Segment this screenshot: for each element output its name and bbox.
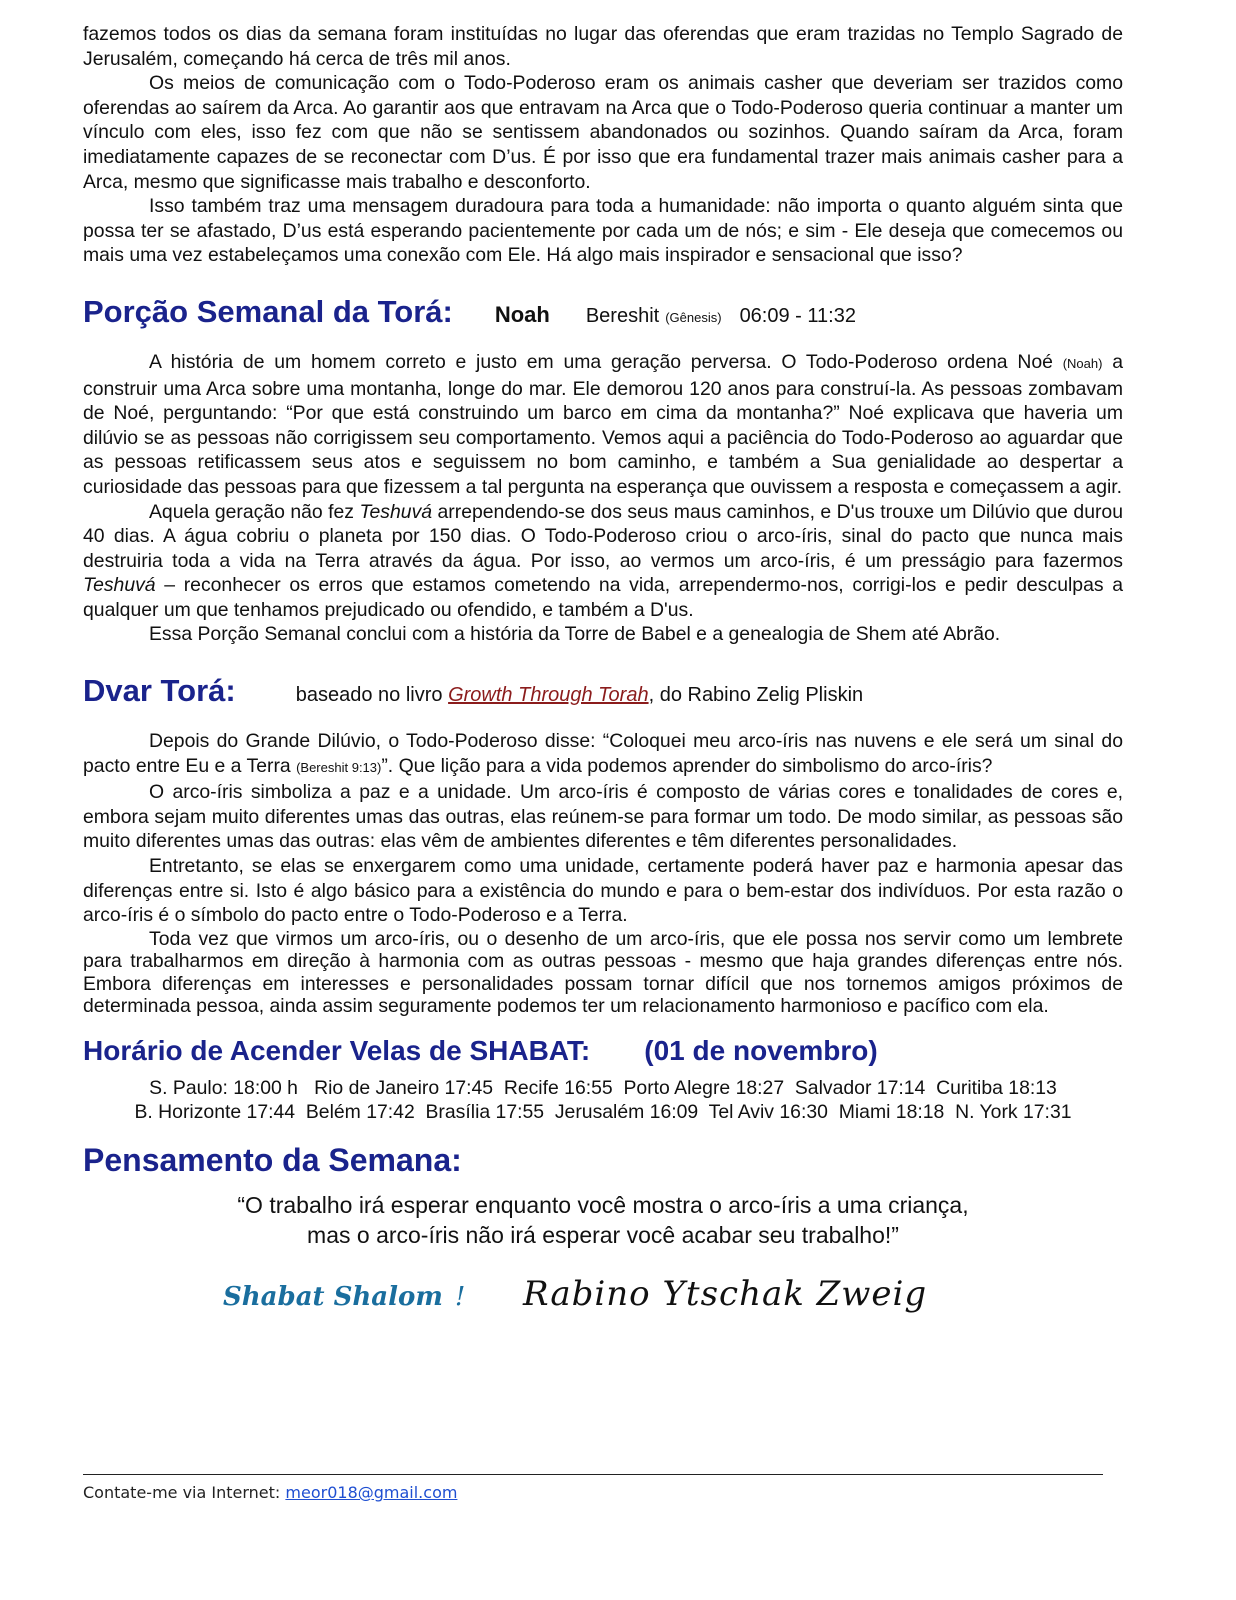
newsletter-page xyxy=(83,22,1123,1334)
footer-divider xyxy=(83,1474,1103,1475)
portion-name: Noah xyxy=(494,301,550,327)
book-link[interactable]: Growth Through Torah xyxy=(448,684,649,707)
candle-times xyxy=(83,1076,1123,1124)
dvar-paragraph-4: Toda vez que virmos um arco-íris, ou o desenho de um arco-íris, que ele possa nos servir como um lembrete para trabalharmos em direção à harmonia com as outras pessoas - mesmo que haja grandes diferenças entre nós. Embora diferenças em interesses e personalidades possam tornar difícil que nos tornemos amigos próximos de determinada pessoa, ainda assim seguramente podemos ter um relacionamento harmonioso e pacífico com ela. xyxy=(83,927,1123,1018)
candles-date: (01 de novembro) xyxy=(644,1034,878,1066)
portion-book-note: (Gênesis) xyxy=(665,309,722,325)
signoff xyxy=(83,1274,1123,1334)
dvar-paragraph-1: Depois do Grande Dilúvio, o Todo-Poderoso disse: “Coloquei meu arco-íris nas nuvens e ele será um sinal do pacto entre Eu e a Terra (Bereshit 9:13)”. Que lição para a vida podemos aprender do simbolismo do arco-íris? xyxy=(83,730,1123,777)
intro-paragraph-2: Os meios de comunicação com o Todo-Poderoso eram os animais casher que deveriam ser trazidos como oferendas ao saírem da Arca. Ao garantir aos que entravam na Arca que o Todo-Poderoso queria continuar a manter um vínculo com eles, isso fez com que não se sentissem abandonados ou sozinhos. Quando saíram da Arca, foram imediatamente capazes de se reconectar com D’us. É por isso que era fundamental trazer mais animais casher para a Arca, mesmo que significasse mais trabalho e desconforto. xyxy=(83,72,1123,193)
thought-quote-line-2: mas o arco-íris não irá esperar você acabar seu trabalho!” xyxy=(307,1221,899,1248)
thought-quote xyxy=(83,1190,1123,1250)
thought-quote-line-1: “O trabalho irá esperar enquanto você mostra o arco-íris a uma criança, xyxy=(237,1191,969,1218)
portion-paragraph-1: A história de um homem correto e justo em uma geração perversa. O Todo-Poderoso ordena Noé (Noah) a construir uma Arca sobre uma montanha, longe do mar. Ele demorou 120 anos para construí-la. As pessoas zombavam de Noé, perguntando: “Por que está construindo um barco em cima da montanha?” Noé explicava que haveria um dilúvio se as pessoas não corrigissem seu comportamento. Vemos aqui a paciência do Todo-Poderoso ao aguardar que as pessoas retificassem seus atos e seguissem no bom caminho, e também a Sua genialidade ao despertar a curiosidade das pessoas para que fizessem a tal pergunta na esperança que ouvissem a resposta e começassem a agir. xyxy=(83,350,1124,498)
intro-paragraph-1: fazemos todos os dias da semana foram instituídas no lugar das oferendas que eram trazidas no Templo Sagrado de Jerusalém, começando há cerca de três mil anos. xyxy=(83,23,1123,70)
dvar-source: baseado no livro Growth Through Torah, do Rabino Zelig Pliskin xyxy=(295,684,864,707)
candles-heading xyxy=(83,1034,1123,1068)
footer-label: Contate-me via Internet: xyxy=(83,1483,281,1502)
email-link[interactable]: meor018@gmail.com xyxy=(285,1483,458,1502)
candles-title: Horário de Acender Velas de SHABAT: xyxy=(83,1034,591,1066)
thought-title: Pensamento da Semana: xyxy=(83,1141,462,1178)
dvar-title: Dvar Torá: xyxy=(83,673,236,709)
candle-times-line-2: B. Horizonte 17:44 Belém 17:42 Brasília 17:55 Jerusalém 16:09 Tel Aviv 16:30 Miami 18:18 N. York 17:31 xyxy=(134,1100,1072,1123)
portion-title: Porção Semanal da Torá: xyxy=(83,293,453,329)
portion-verses: 06:09 - 11:32 xyxy=(739,304,856,327)
dvar-heading xyxy=(83,673,1123,709)
portion-book: Bereshit xyxy=(585,304,660,327)
rabbi-signature: Rabino Ytschak Zweig xyxy=(523,1273,928,1314)
footer-contact xyxy=(83,1483,457,1502)
dvar-paragraph-2: O arco-íris simboliza a paz e a unidade. Um arco-íris é composto de várias cores e tonalidades de cores e, embora sejam muito diferentes umas das outras, elas reúnem-se para formar um todo. De modo similar, as pessoas são muito diferentes umas das outras: elas vêm de ambientes diferentes e têm diferentes personalidades. xyxy=(83,781,1123,853)
shabat-shalom: Shabat Shalom ! xyxy=(223,1281,466,1312)
portion-paragraph-3: Essa Porção Semanal conclui com a história da Torre de Babel e a genealogia de Shem até Abrão. xyxy=(149,623,1001,646)
dvar-paragraph-3: Entretanto, se elas se enxergarem como uma unidade, certamente poderá haver paz e harmonia apesar das diferenças entre si. Isto é algo básico para a existência do mundo e para o bem-estar dos indivíduos. Por esta razão o arco-íris é o símbolo do pacto entre o Todo-Poderoso e a Terra. xyxy=(83,855,1123,927)
portion-heading xyxy=(83,294,1123,330)
intro-paragraph-3: Isso também traz uma mensagem duradoura para toda a humanidade: não importa o quanto alguém sinta que possa ter se afastado, D’us está esperando pacientemente por cada um de nós; e sim - Ele deseja que comecemos ou mais uma vez estabeleçamos uma conexão com Ele. Há algo mais inspirador e sensacional que isso? xyxy=(83,195,1123,267)
candle-times-line-1: S. Paulo: 18:00 h Rio de Janeiro 17:45 Recife 16:55 Porto Alegre 18:27 Salvador 17:14 Curitiba 18:13 xyxy=(149,1076,1057,1099)
portion-paragraph-2: Aquela geração não fez Teshuvá arrependendo-se dos seus maus caminhos, e D'us trouxe um Dilúvio que durou 40 dias. A água cobriu o planeta por 150 dias. O Todo-Poderoso criou o arco-íris, sinal do pacto que nunca mais destruiria toda a vida na Terra através da água. Por isso, ao vermos um arco-íris, é um presságio para fazermos Teshuvá – reconhecer os erros que estamos cometendo na vida, arrependermo-nos, corrigi-los e pedir desculpas a qualquer um que tenhamos prejudicado ou ofendido, e também a D'us. xyxy=(83,500,1124,621)
